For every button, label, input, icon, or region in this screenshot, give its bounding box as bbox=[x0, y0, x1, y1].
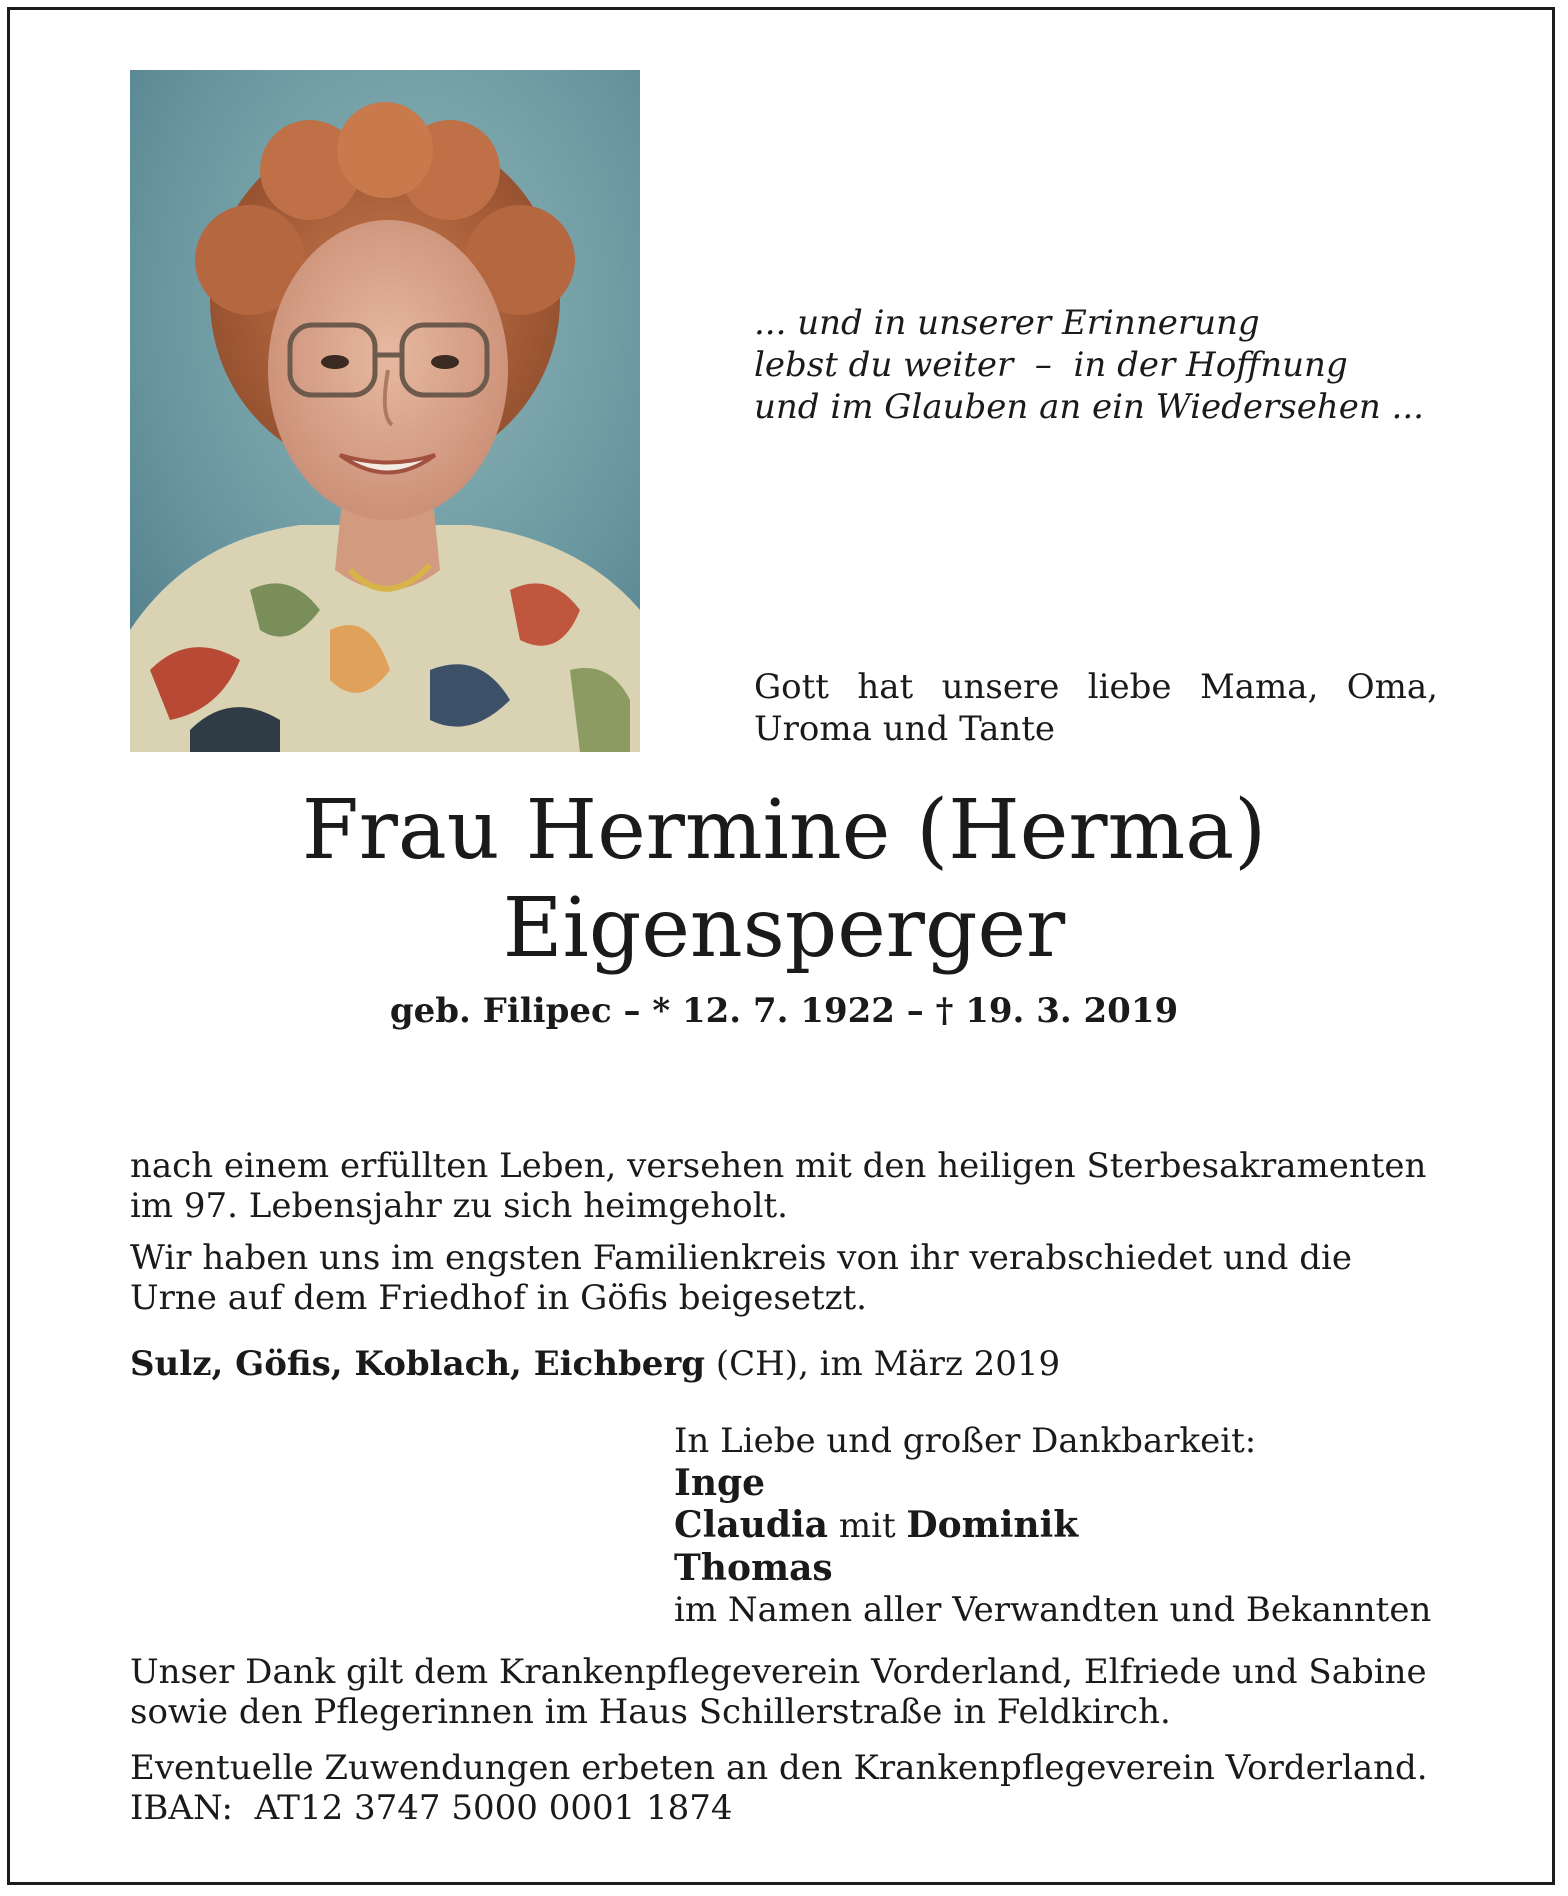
portrait-photo bbox=[130, 70, 640, 752]
place-names: Sulz, Göfis, Koblach, Eichberg bbox=[130, 1344, 706, 1384]
deceased-name-block bbox=[60, 782, 1508, 1032]
mourner-name: Dominik bbox=[906, 1504, 1079, 1546]
memorial-motto bbox=[754, 302, 1514, 428]
donation-paragraph bbox=[130, 1748, 1440, 1828]
thanks-paragraph bbox=[130, 1652, 1440, 1732]
motto-line: und im Glauben an ein Wiedersehen ... bbox=[754, 387, 1424, 427]
thanks-line: sowie den Pflegerinnen im Haus Schillerstraße in Feldkirch. bbox=[130, 1692, 1171, 1732]
mourners-signature bbox=[674, 1420, 1454, 1631]
paragraph-passing: nach einem erfüllten Leben, versehen mit den heiligen Sterbesakramenten im 97. Lebensjahr zu sich heimgeholt. bbox=[130, 1146, 1427, 1226]
signature-intro: In Liebe und großer Dankbarkeit: bbox=[674, 1421, 1257, 1461]
motto-line: ... und in unserer Erinnerung bbox=[754, 303, 1260, 343]
connector-text: mit bbox=[828, 1506, 907, 1546]
donation-line: Eventuelle Zuwendungen erbeten an den Krankenpflegeverein Vorderland. bbox=[130, 1748, 1428, 1788]
mourner-name: Inge bbox=[674, 1462, 766, 1504]
place-date: (CH), im März 2019 bbox=[705, 1344, 1061, 1384]
iban-line: IBAN: AT12 3747 5000 0001 1874 bbox=[130, 1788, 733, 1828]
deceased-name-line2: Eigensperger bbox=[502, 881, 1066, 976]
place-and-date bbox=[130, 1344, 1440, 1384]
motto-line: lebst du weiter – in der Hoffnung bbox=[754, 345, 1348, 385]
paragraph-burial: Wir haben uns im engsten Familienkreis von ihr verabschiedet und die Urne auf dem Friedhof in Göfis beigesetzt. bbox=[130, 1238, 1352, 1318]
thanks-line: Unser Dank gilt dem Krankenpflegeverein Vorderland, Elfriede und Sabine bbox=[130, 1652, 1427, 1692]
mourner-line bbox=[674, 1504, 1454, 1547]
deceased-name-line1: Frau Hermine (Herma) bbox=[301, 783, 1267, 878]
mourner-name: Thomas bbox=[674, 1547, 833, 1589]
life-dates: geb. Filipec – * 12. 7. 1922 – † 19. 3. 2019 bbox=[389, 991, 1179, 1031]
signature-closing: im Namen aller Verwandten und Bekannten bbox=[674, 1590, 1432, 1630]
mourner-name: Claudia bbox=[674, 1504, 829, 1546]
announcement-intro: Gott hat unsere liebe Mama, Oma, Uroma und Tante bbox=[754, 667, 1438, 749]
